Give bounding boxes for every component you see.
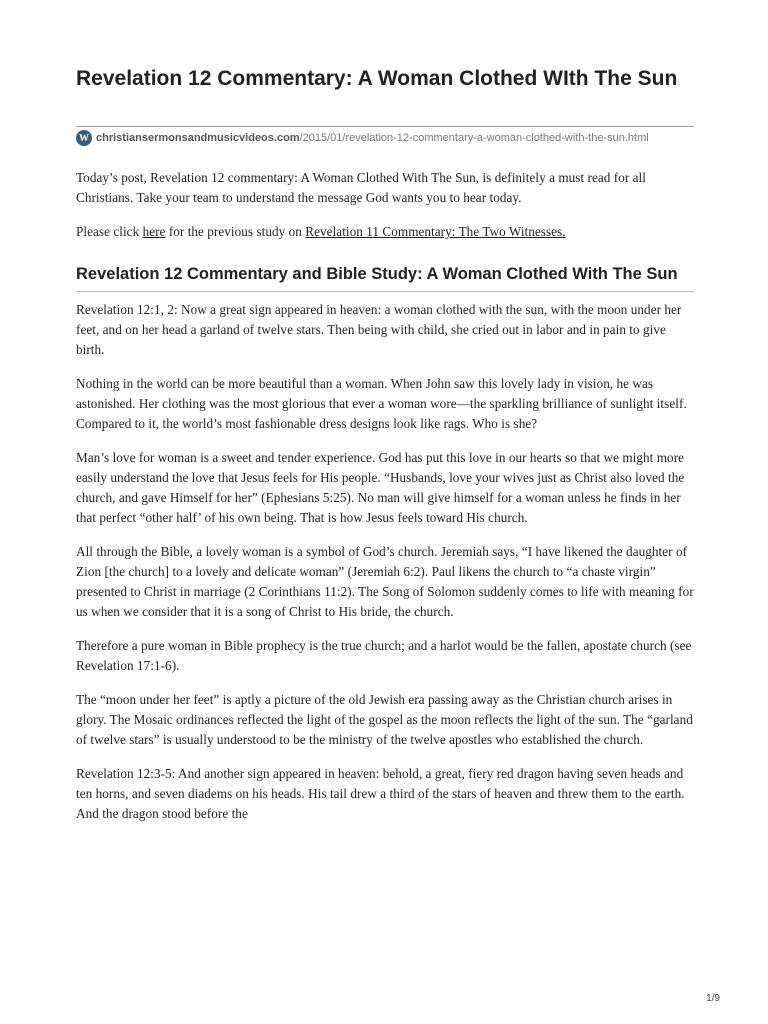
here-link[interactable]: here	[142, 224, 166, 239]
body-paragraph: Nothing in the world can be more beautiful than a woman. When John saw this lovely lady in vision, he was astonished. Her clothing was the most glorious that ever a woman wore—the sparkling brilliance of sunlight itself. Compared to it, the world’s most fashionable dress designs look like rags. Who is she?	[76, 376, 687, 431]
page-title: Revelation 12 Commentary: A Woman Clothed WIth The Sun	[76, 67, 678, 90]
body-paragraph: Revelation 12:1, 2: Now a great sign appeared in heaven: a woman clothed with the sun, with the moon under her feet, and on her head a garland of twelve stars. Then being with child, she cried out in labor and in pain to give birth.	[76, 302, 682, 357]
intro-paragraph: Today’s post, Revelation 12 commentary: A Woman Clothed With The Sun, is definitely a must read for all Christians. Take your team to understand the message God wants you to hear today.	[76, 170, 646, 205]
previous-study-paragraph	[76, 222, 694, 242]
previous-text-before: Please click	[76, 224, 143, 239]
body-paragraph: Therefore a pure woman in Bible prophecy is the true church; and a harlot would be the fallen, apostate church (see Revelation 17:1-6).	[76, 638, 692, 673]
source-url-bar	[76, 126, 694, 149]
article-body	[76, 168, 694, 838]
body-paragraph: The “moon under her feet” is aptly a picture of the old Jewish era passing away as the Christian church arises in glory. The Mosaic ordinances reflected the light of the gospel as the moon reflects the light of the sun. The “garland of twelve stars” is usually understood to be the ministry of the twelve apostles who established the church.	[76, 692, 693, 747]
previous-study-link[interactable]: Revelation 11 Commentary: The Two Witnesses.	[305, 224, 566, 239]
wordpress-icon: W	[76, 130, 92, 146]
url-path[interactable]: /2015/01/revelation-12-commentary-a-woman-clothed-with-the-sun.html	[299, 132, 649, 144]
section-heading: Revelation 12 Commentary and Bible Study: A Woman Clothed With The Sun	[76, 264, 694, 292]
body-paragraph: All through the Bible, a lovely woman is a symbol of God’s church. Jeremiah says, “I have likened the daughter of Zion [the church] to a lovely and delicate woman” (Jeremiah 6:2). Paul likens the church to “a chaste virgin” presented to Christ in marriage (2 Corinthians 11:2). The Song of Solomon suddenly comes to life with meaning for us when we consider that it is a song of Christ to His bride, the church.	[76, 544, 694, 619]
body-paragraph: Man’s love for woman is a sweet and tender experience. God has put this love in our hearts so that we might more easily understand the love that Jesus feels for His people. “Husbands, love your wives just as Christ also loved the church, and gave Himself for her” (Ephesians 5:25). No man will give himself for a woman unless he finds in her that perfect “other half’ of his own being. That is how Jesus feels toward His church.	[76, 450, 685, 525]
page-number: 1/9	[706, 993, 720, 1004]
body-paragraph: Revelation 12:3-5: And another sign appeared in heaven: behold, a great, fiery red dragon having seven heads and ten horns, and seven diadems on his heads. His tail drew a third of the stars of heaven and threw them to the earth. And the dragon stood before the	[76, 766, 685, 821]
url-domain[interactable]: christiansermonsandmusicvideos.com	[96, 132, 300, 144]
previous-text-middle: for the previous study on	[165, 224, 306, 239]
